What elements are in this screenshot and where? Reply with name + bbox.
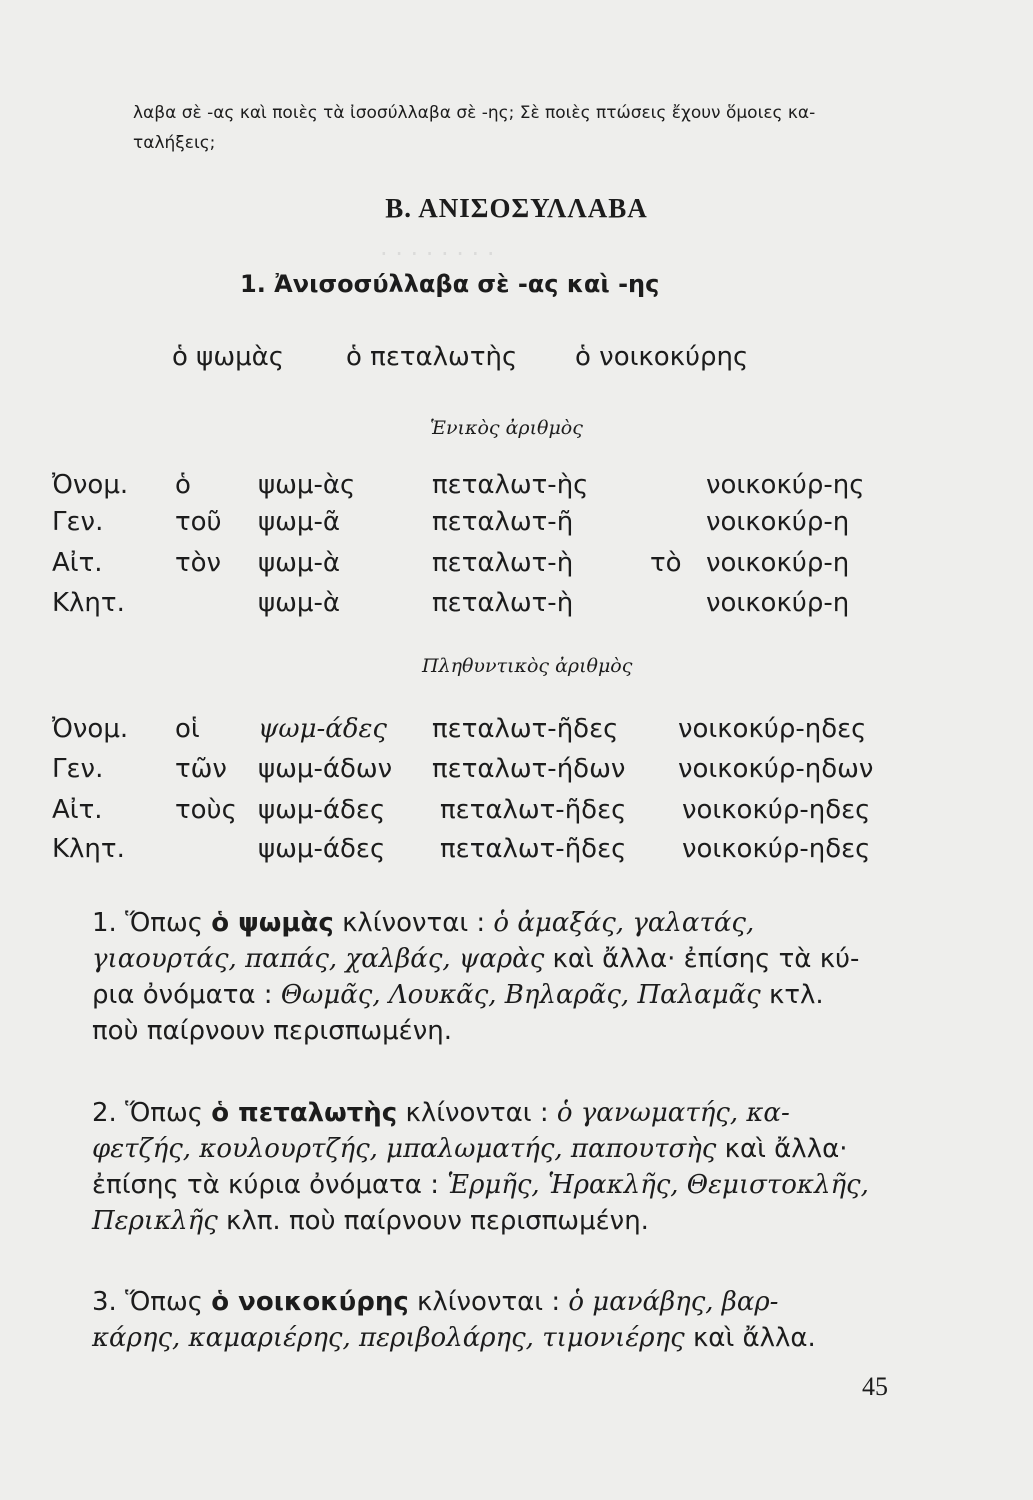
- singular-label: Ἑνικὸς ἀριθμὸς: [430, 417, 583, 439]
- section-heading: Β. ΑΝΙΣΟΣΥΛΛΑΒΑ: [385, 193, 648, 223]
- petalotis-form: πεταλωτ-ὴ: [432, 588, 574, 618]
- paragraph-text: κλίνονται :: [333, 908, 494, 938]
- case-label: Ὀνομ.: [52, 714, 129, 744]
- paragraph-text: 3. Ὅπως: [92, 1287, 212, 1317]
- paragraph-line: [92, 1203, 892, 1239]
- noikokyris-form: νοικοκύρ-ηδες: [678, 714, 867, 744]
- article: ὁ: [175, 470, 191, 500]
- paragraph-text: καὶ ἄλλα.: [684, 1323, 816, 1353]
- italic-example-words: φετζής, κουλουρτζής, μπαλωματής, παπουτσὴς: [92, 1134, 717, 1164]
- paragraph-text: κλπ. ποὺ παίρνουν περισπωμένη.: [217, 1206, 649, 1236]
- paragraph-3: [92, 1284, 892, 1356]
- article: τοὺς: [175, 795, 237, 825]
- bold-model-word: ὁ πεταλωτὴς: [211, 1098, 398, 1128]
- italic-example-words: Θωμᾶς, Λουκᾶς, Βηλαρᾶς, Παλαμᾶς: [280, 980, 761, 1010]
- case-label: Γεν.: [52, 507, 104, 537]
- model-word-2: ὁ πεταλωτὴς: [346, 342, 518, 372]
- paragraph-text: κλίνονται :: [408, 1287, 569, 1317]
- paragraph-line: [92, 977, 892, 1013]
- paragraph-text: κλίνονται :: [397, 1098, 557, 1128]
- article: τοῦ: [175, 507, 222, 537]
- case-label: Γεν.: [52, 754, 104, 784]
- psomas-form: ψωμ-ᾶ: [258, 507, 340, 537]
- paragraph-line: [92, 1095, 892, 1131]
- paragraph-line: [92, 1013, 892, 1049]
- noikokyris-form: νοικοκύρ-ηδες: [682, 834, 871, 864]
- paragraph-text: ποὺ παίρνουν περισπωμένη.: [92, 1016, 453, 1046]
- article: οἱ: [175, 714, 200, 744]
- model-word-3: ὁ νοικοκύρης: [575, 342, 749, 372]
- paragraph-text: καὶ ἄλλα· ἐπίσης τὰ κύ-: [544, 944, 860, 974]
- paragraph-line: [92, 905, 892, 941]
- intro-line-2: ταλήξεις;: [133, 133, 216, 153]
- psomas-form: ψωμ-ὰς: [258, 470, 356, 500]
- italic-example-words: ὁ ἀμαξάς, γαλατάς,: [493, 908, 755, 938]
- paragraph-text: κτλ.: [760, 980, 824, 1010]
- psomas-form: ψωμ-άδες: [258, 714, 387, 744]
- paragraph-line: [92, 941, 892, 977]
- paragraph-line: [92, 1320, 892, 1356]
- case-label: Κλητ.: [52, 834, 125, 864]
- bold-model-word: ὁ νοικοκύρης: [211, 1287, 409, 1317]
- petalotis-form: πεταλωτ-ῆδες: [432, 714, 619, 744]
- petalotis-form: πεταλωτ-ήδων: [432, 754, 626, 784]
- model-word-1: ὁ ψωμὰς: [172, 342, 285, 372]
- petalotis-form: πεταλωτ-ῆδες: [440, 795, 627, 825]
- page-number: 45: [862, 1372, 888, 1401]
- italic-example-words: Περικλῆς: [92, 1206, 218, 1236]
- article: τῶν: [175, 754, 227, 784]
- paragraph-text: ρια ὀνόματα :: [92, 980, 281, 1010]
- case-label: Κλητ.: [52, 588, 125, 618]
- italic-example-words: κάρης, καμαριέρης, περιβολάρης, τιμονιέρης: [92, 1323, 685, 1353]
- noikokyris-form: νοικοκύρ-η: [706, 507, 850, 537]
- paragraph-line: [92, 1284, 892, 1320]
- article: τὸν: [175, 548, 222, 578]
- psomas-form: ψωμ-άδες: [258, 795, 386, 825]
- psomas-form: ψωμ-άδες: [258, 834, 386, 864]
- petalotis-form: πεταλωτ-ῆδες: [440, 834, 627, 864]
- case-label: Αἰτ.: [52, 548, 103, 578]
- psomas-form: ψωμ-ὰ: [258, 588, 340, 618]
- case-label: Αἰτ.: [52, 795, 103, 825]
- plural-label: Πληθυντικὸς ἀριθμὸς: [422, 655, 633, 677]
- paragraph-1: [92, 905, 892, 1049]
- paragraph-text: καὶ ἄλλα·: [716, 1134, 848, 1164]
- noikokyris-form: νοικοκύρ-η: [706, 588, 850, 618]
- noikokyris-form: νοικοκύρ-η: [706, 548, 850, 578]
- italic-example-words: γιαουρτάς, παπάς, χαλβάς, ψαρὰς: [92, 944, 545, 974]
- bleed-through-text: · · · · · · · ·: [380, 240, 495, 268]
- petalotis-form: πεταλωτ-ὴς: [432, 470, 589, 500]
- subheading: 1. Ἀνισοσύλλαβα σὲ -ας καὶ -ης: [240, 270, 660, 298]
- italic-example-words: ὁ μανάβης, βαρ-: [568, 1287, 779, 1317]
- paragraph-line: [92, 1167, 892, 1203]
- bold-model-word: ὁ ψωμὰς: [211, 908, 334, 938]
- paragraph-2: [92, 1095, 892, 1239]
- petalotis-form: πεταλωτ-ῆ: [432, 507, 574, 537]
- paragraph-text: ἐπίσης τὰ κύρια ὀνόματα :: [92, 1170, 448, 1200]
- intro-line-1: λαβα σὲ -ας καὶ ποιὲς τὰ ἰσοσύλλαβα σὲ -ης; Σὲ ποιὲς πτώσεις ἔχουν ὅμοιες κα-: [133, 103, 816, 123]
- noikokyris-form: νοικοκύρ-ηδες: [682, 795, 871, 825]
- petalotis-form: πεταλωτ-ὴ: [432, 548, 574, 578]
- psomas-form: ψωμ-ὰ: [258, 548, 340, 578]
- noikokyris-form: νοικοκύρ-ης: [706, 470, 865, 500]
- noikokyris-article: τὸ: [650, 548, 682, 578]
- paragraph-text: 2. Ὅπως: [92, 1098, 212, 1128]
- case-label: Ὀνομ.: [52, 470, 129, 500]
- italic-example-words: Ἑρμῆς, Ἡρακλῆς, Θεμιστοκλῆς,: [447, 1170, 869, 1200]
- paragraph-line: [92, 1131, 892, 1167]
- italic-example-words: ὁ γανωματής, κα-: [556, 1098, 790, 1128]
- psomas-form: ψωμ-άδων: [258, 754, 393, 784]
- noikokyris-form: νοικοκύρ-ηδων: [678, 754, 874, 784]
- paragraph-text: 1. Ὅπως: [92, 908, 212, 938]
